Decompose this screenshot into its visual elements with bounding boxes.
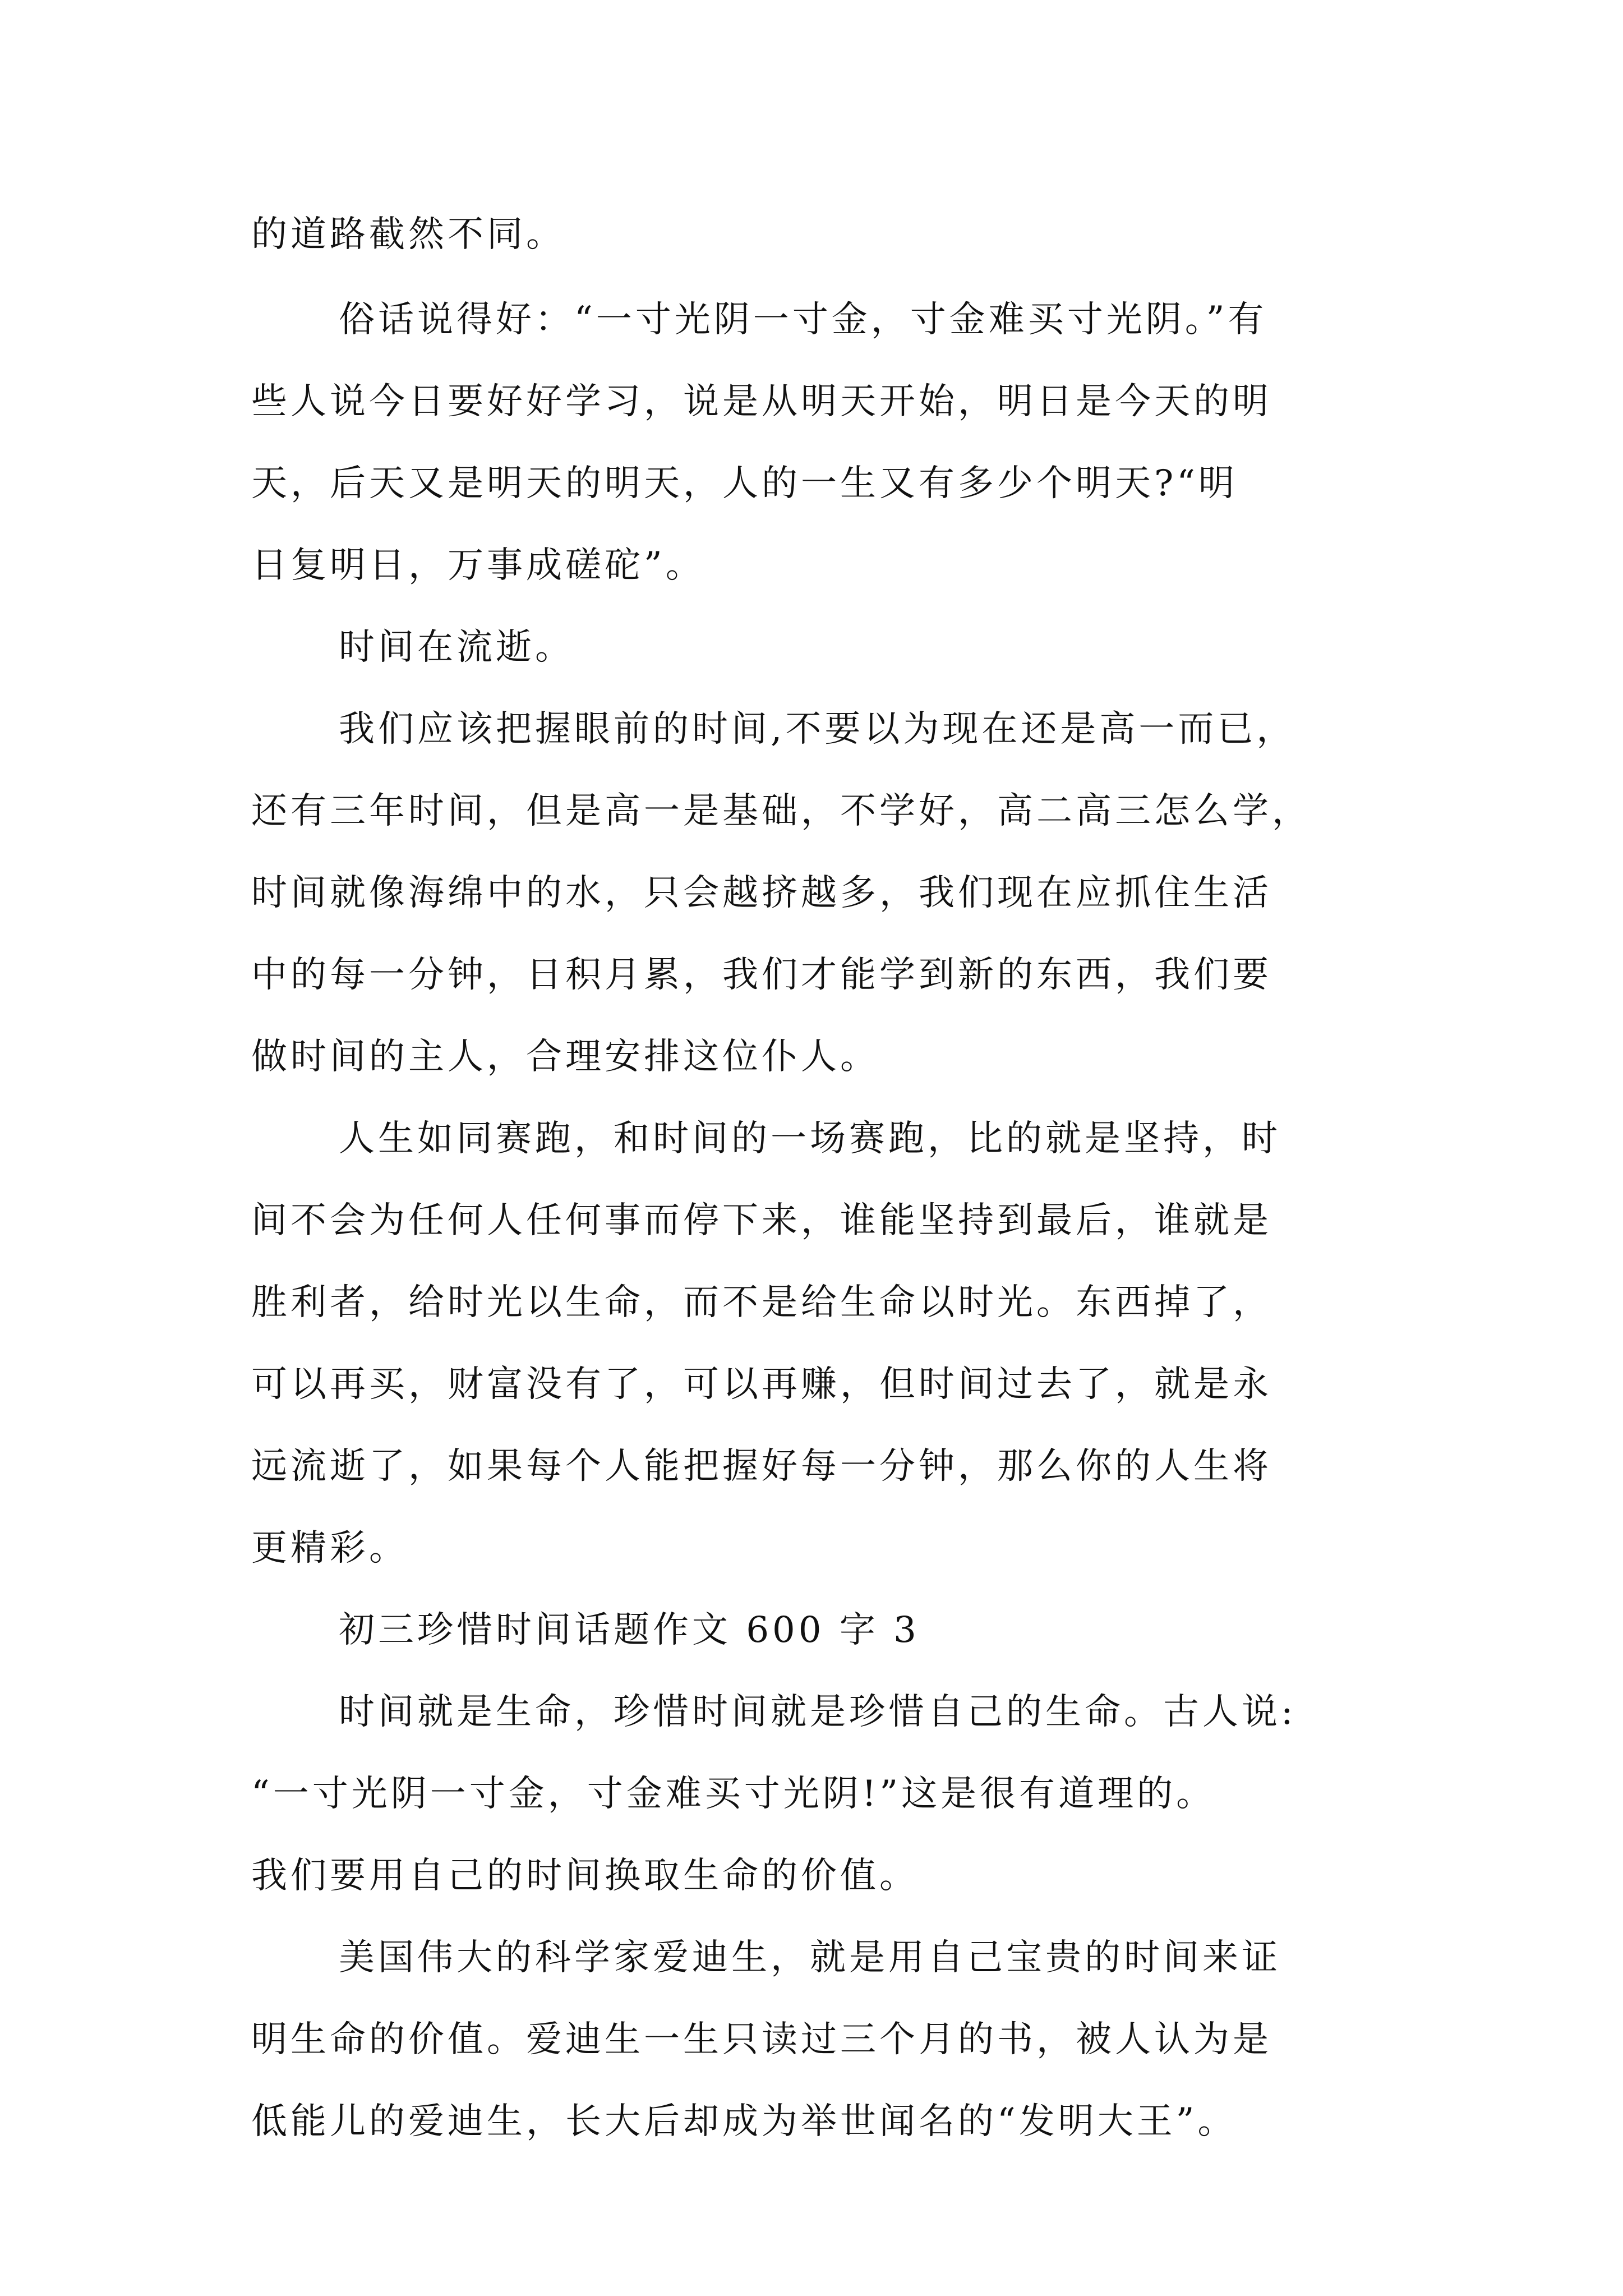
text-line: 的道路截然不同。: [251, 214, 565, 255]
text-line: 远流逝了，如果每个人能把握好每一分钟，那么你的人生将: [251, 1446, 1272, 1487]
text-line: 胜利者，给时光以生命，而不是给生命以时光。东西掉了，: [251, 1282, 1272, 1323]
text-line: 中的每一分钟，日积月累，我们才能学到新的东西，我们要: [251, 954, 1272, 996]
text-line: 可以再买，财富没有了，可以再赚，但时间过去了，就是永: [251, 1364, 1272, 1405]
text-line: 间不会为任何人任何事而停下来，谁能坚持到最后，谁就是: [251, 1200, 1272, 1241]
text-line: 些人说今日要好好学习，说是从明天开始，明日是今天的明: [251, 381, 1272, 422]
text-line: 还有三年时间，但是高一是基础，不学好，高二高三怎么学，: [251, 790, 1311, 832]
text-line: 俗话说得好：“一寸光阴一寸金，寸金难买寸光阴。”有: [339, 299, 1267, 341]
text-line: 时间就是生命，珍惜时间就是珍惜自己的生命。古人说:: [339, 1691, 1297, 1733]
text-line: 时间就像海绵中的水，只会越挤越多，我们现在应抓住生活: [251, 872, 1272, 914]
text-line: 人生如同赛跑，和时间的一场赛跑，比的就是坚持，时: [339, 1118, 1281, 1159]
text-line: 天，后天又是明天的明天，人的一生又有多少个明天?“明: [251, 463, 1238, 504]
text-line: 低能儿的爱迪生，长大后却成为举世闻名的“发明大王”。: [251, 2101, 1237, 2142]
text-line: 我们要用自己的时间换取生命的价值。: [251, 1855, 919, 1897]
text-line: 做时间的主人，合理安排这位仆人。: [251, 1036, 879, 1078]
text-line: 更精彩。: [251, 1527, 408, 1569]
text-line: 时间在流逝。: [339, 627, 574, 668]
text-line: 日复明日，万事成磋砣”。: [251, 545, 705, 586]
text-line: 美国伟大的科学家爱迪生，就是用自己宝贵的时间来证: [339, 1937, 1281, 1978]
text-line: 我们应该把握眼前的时间,不要以为现在还是高一而已，: [339, 708, 1296, 750]
section-heading: 初三珍惜时间话题作文 600 字 3: [339, 1609, 920, 1651]
text-line: “一寸光阴一寸金，寸金难买寸光阴!”这是很有道理的。: [251, 1773, 1216, 1815]
text-line: 明生命的价值。爱迪生一生只读过三个月的书，被人认为是: [251, 2019, 1272, 2060]
